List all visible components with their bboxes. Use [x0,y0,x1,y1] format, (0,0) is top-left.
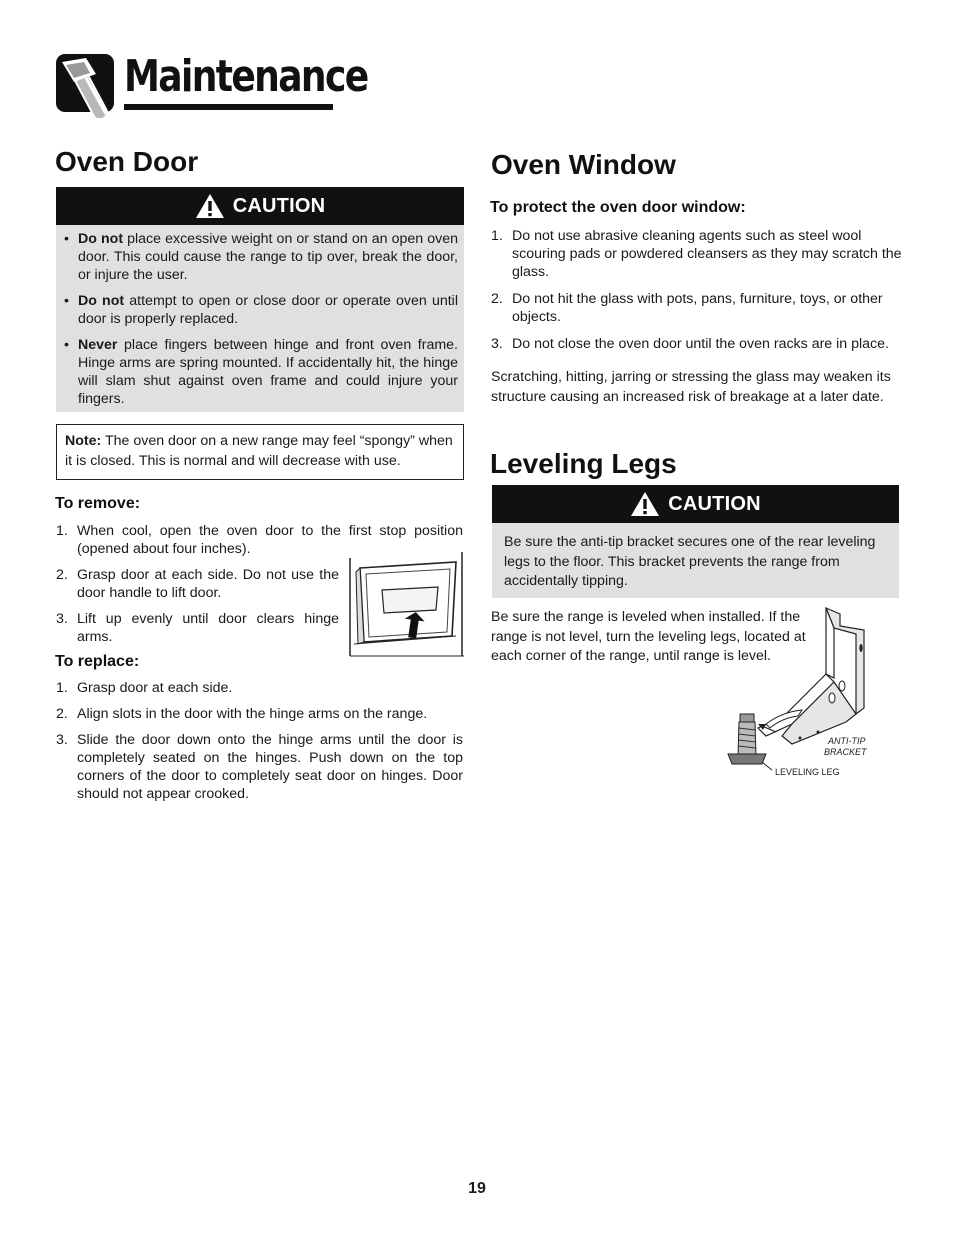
step-item: 3. Lift up evenly until door clears hinge arms. [56,611,339,645]
caution-label: CAUTION [232,194,326,217]
leveling-legs-caution-bar [492,485,899,523]
step-item: 3. Slide the door down onto the hinge arms until the door is completely seated on the hinges. Push down on the top corners of the door to completely seat door on hinges. Door should not appear crooked. [56,732,463,802]
anti-tip-label-line2: BRACKET [824,747,867,757]
caution-list [56,230,458,416]
step-item: 1. Grasp door at each side. [56,680,233,696]
page-title: Maintenance [124,51,368,102]
anti-tip-label-line1: ANTI-TIP [828,736,866,746]
caution-item: • Never place fingers between hinge and front oven frame. Hinge arms are spring mounted. If accidentally hit, the hinge will slam shut against oven frame and could injure your fingers. [56,336,458,408]
oven-door-illustration [346,552,466,658]
remove-steps-rest [56,566,339,654]
caution-item: • Do not place excessive weight on or stand on an open oven door. This could cause the range to tip over, break the door, or injure the user. [56,230,458,284]
note-box: Note: The oven door on a new range may feel “spongy” when it is closed. This is normal and will decrease with use. [56,424,464,480]
step-item: 2. Grasp door at each side. Do not use the door handle to lift door. [56,567,339,601]
leveling-leg-label: LEVELING LEG [775,767,840,777]
warning-triangle-icon [630,491,660,517]
oven-window-subheading: To protect the oven door window: [490,199,746,216]
leveling-caution-text: Be sure the anti-tip bracket secures one of the rear leveling legs to the floor. This bracket prevents the range from accidentally tipping. [504,534,876,589]
caution-item: • Do not attempt to open or close door or operate oven until door is properly replaced. [56,292,458,328]
oven-window-steps [491,227,903,361]
leveling-legs-paragraph: Be sure the range is leveled when installed. If the range is not level, turn the leveling legs, located at each corner of the range, until range is level. [491,609,806,664]
oven-window-paragraph: Scratching, hitting, jarring or stressing the glass may weaken its structure causing an increased risk of breakage at a later date. [491,369,891,405]
oven-door-caution-body [56,225,464,412]
warning-triangle-icon [195,193,225,219]
title-underline [124,104,333,110]
page-number: 19 [468,1180,486,1197]
step-item: 3. Do not close the oven door until the oven racks are in place. [491,336,889,352]
step-item: 2. Do not hit the glass with pots, pans, furniture, toys, or other objects. [491,291,883,325]
screwdriver-icon [56,52,116,118]
oven-door-heading: Oven Door [55,146,199,177]
replace-heading: To replace: [55,653,140,670]
leveling-legs-heading: Leveling Legs [490,448,677,479]
caution-label: CAUTION [668,492,761,515]
step-item: 2. Align slots in the door with the hinge arms on the range. [56,706,428,722]
remove-heading: To remove: [55,495,141,512]
oven-window-heading: Oven Window [491,149,676,180]
step-item: 1. When cool, open the oven door to the first stop position (opened about four inches). [56,523,463,557]
step-item: 1. Do not use abrasive cleaning agents such as steel wool scouring pads or powdered cleansers as they may scratch the glass. [491,228,902,280]
oven-door-caution-bar [56,187,464,225]
leveling-legs-caution-body [492,523,899,598]
replace-steps [56,679,463,811]
anti-tip-bracket-illustration [722,604,882,782]
